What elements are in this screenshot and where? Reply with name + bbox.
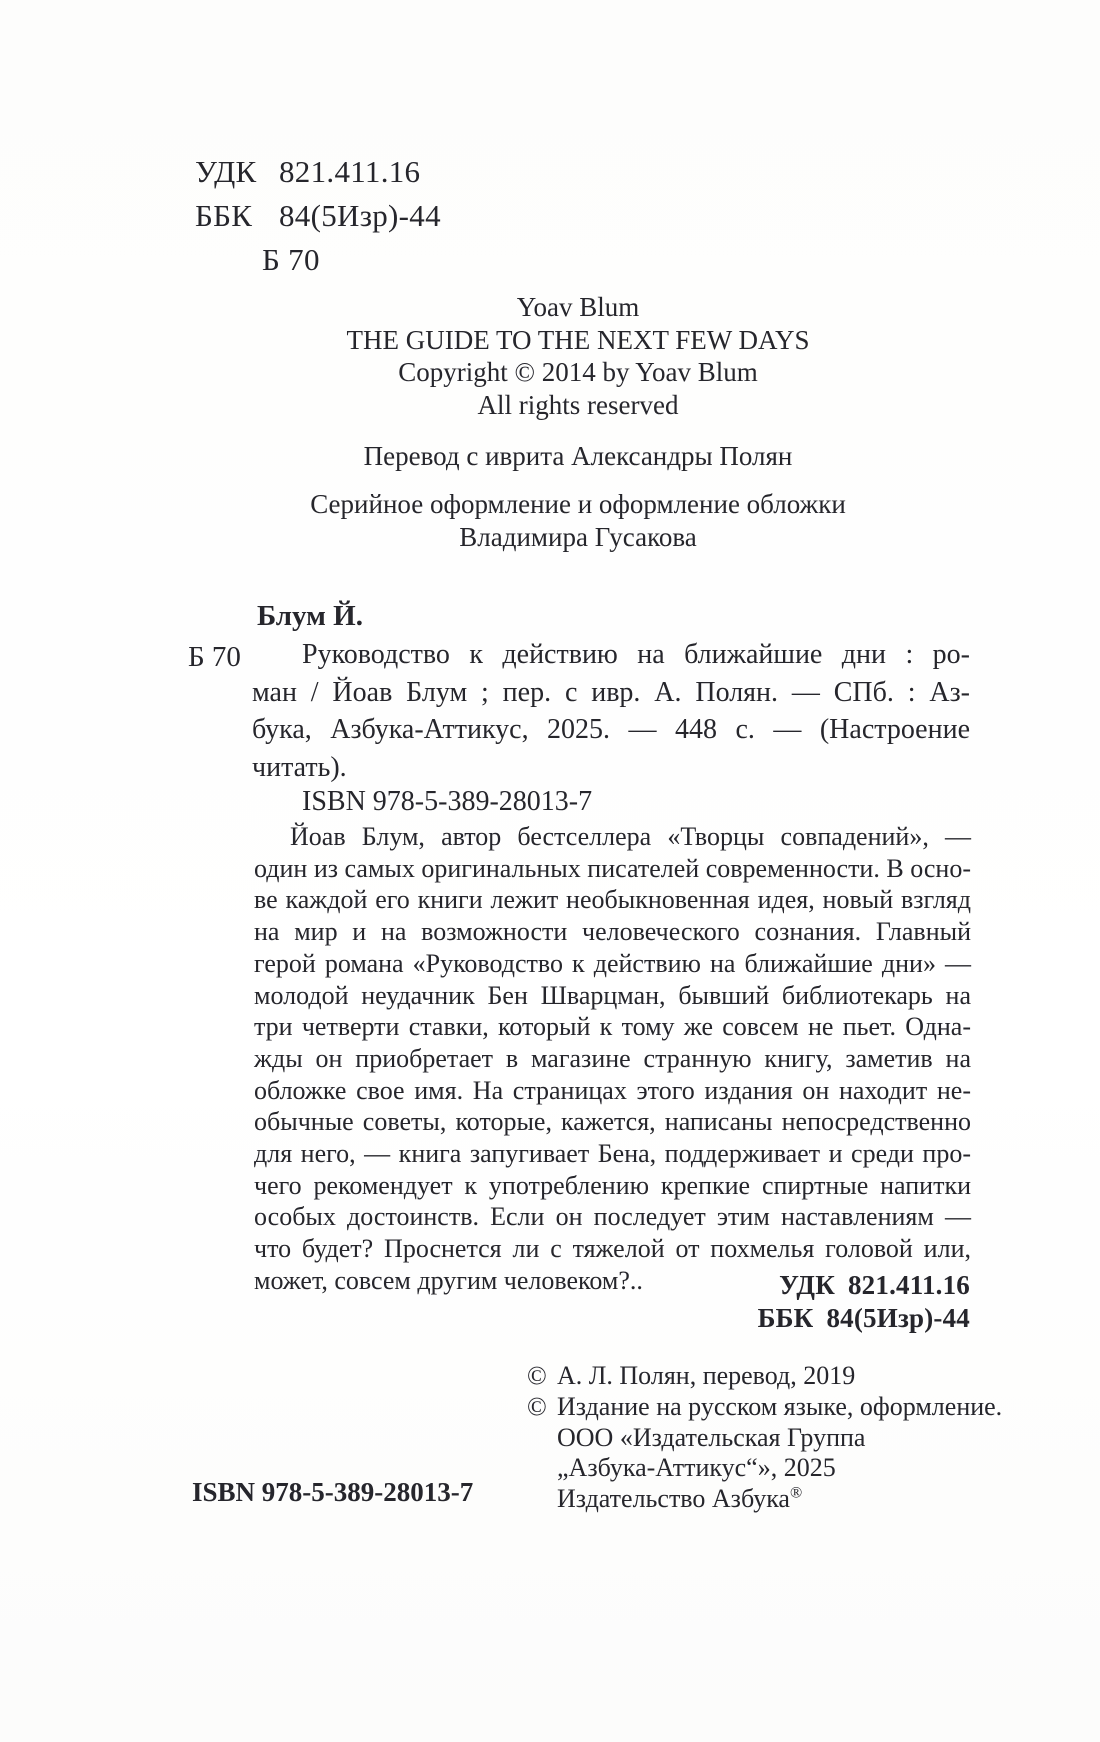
annotation-line: обложке свое имя. На страницах этого издания он находит не-: [254, 1075, 971, 1105]
annotation-line: чего рекомендует к употреблению крепкие спиртные напитки: [254, 1170, 971, 1200]
annotation-line: что будет? Проснется ли с тяжелой от похмелья головой или,: [254, 1234, 971, 1264]
publisher-name: Издательство Азбука: [557, 1484, 790, 1514]
bbk-label: ББК: [195, 198, 253, 233]
udk-bottom-row: [600, 1269, 970, 1302]
catalog-entry: [252, 636, 970, 786]
catalog-author-heading: Блум Й.: [257, 600, 363, 632]
catalog-entry-line: читать).: [252, 751, 347, 783]
bbk-bottom-label: ББК: [757, 1302, 814, 1333]
design-credit-line: Серийное оформление и оформление обложки: [310, 489, 846, 519]
designer-name: Владимира Гусакова: [459, 521, 697, 552]
copyright-notice-text: Издание на русском языке, оформление.: [557, 1391, 1003, 1421]
copyright-mark: ©: [527, 1361, 547, 1390]
catalog-entry-line: Руководство к действию на ближайшие дни : ро-: [302, 639, 970, 670]
registered-mark: ®: [789, 1484, 803, 1502]
copyright-notice-text: А. Л. Полян, перевод, 2019: [557, 1361, 856, 1390]
copyright-mark: ©: [527, 1391, 547, 1421]
annotation-line: герой романа «Руководство к действию на ближайшие дни» —: [254, 948, 971, 978]
copyright-notice-publisher: [527, 1392, 1002, 1423]
original-title: THE GUIDE TO THE NEXT FEW DAYS: [346, 324, 810, 355]
original-edition-block: [170, 291, 986, 421]
udk-bottom-value: 821.411.16: [847, 1270, 970, 1300]
annotation-line: обычные советы, которые, кажется, написаны непосредственно: [254, 1107, 971, 1137]
annotation-block: [254, 821, 971, 1297]
bottom-classification-block: [600, 1269, 970, 1334]
copyright-notice-text: „Азбука-Аттикус“», 2025: [557, 1453, 836, 1483]
publisher-line: [527, 1484, 1002, 1515]
annotation-line: жды он приобретает в магазине странную книгу, заметив на: [254, 1043, 971, 1073]
annotation-line: три четверти ставки, который к тому же совсем не пьет. Одна-: [254, 1012, 971, 1042]
annotation-line: Йоав Блум, автор бестселлера «Творцы совпадений», —: [290, 822, 971, 851]
annotation-line: один из самых оригинальных писателей современности. В осно-: [254, 853, 971, 883]
bbk-bottom-row: [600, 1302, 970, 1335]
design-credit-block: [170, 488, 986, 553]
annotation-line: особых достоинств. Если он последует этим наставлениям —: [254, 1202, 971, 1232]
catalog-entry-line: ман / Йоав Блум ; пер. с ивр. А. Полян. — СПб. : Аз-: [252, 676, 970, 708]
udk-row: [195, 150, 441, 194]
author-sign-row: [195, 238, 441, 282]
bottom-isbn: ISBN 978-5-389-28013-7: [192, 1477, 474, 1507]
annotation-line: ве каждой его книги лежит необыкновенная идея, новый взгляд: [254, 885, 971, 915]
top-classification-block: [195, 150, 441, 282]
catalog-entry-line: бука, Азбука-Аттикус, 2025. — 448 с. — (Настроение: [252, 714, 970, 746]
catalog-isbn: ISBN 978-5-389-28013-7: [302, 786, 593, 817]
original-rights-line: All rights reserved: [477, 389, 679, 420]
annotation-line: молодой неудачник Бен Шварцман, бывший библиотекарь на: [254, 980, 971, 1010]
copyright-notice-translator: [527, 1361, 1002, 1392]
original-copyright-line: Copyright © 2014 by Yoav Blum: [398, 357, 758, 388]
original-author: Yoav Blum: [516, 292, 640, 322]
udk-bottom-label: УДК: [779, 1270, 835, 1300]
translation-credit: Перевод с иврита Александры Полян: [363, 441, 793, 471]
catalog-author-sign: Б 70: [188, 641, 241, 673]
bbk-row: [195, 194, 441, 238]
annotation-line: на мир и на возможности человеческого сознания. Главный: [254, 917, 971, 947]
author-sign: Б 70: [262, 242, 320, 277]
udk-label: УДК: [195, 154, 257, 189]
bbk-value: 84(5Изр)-44: [279, 198, 441, 233]
udk-value: 821.411.16: [279, 154, 421, 189]
annotation-line: для него, — книга запугивает Бена, поддерживает и среди про-: [254, 1139, 971, 1169]
copyright-notices-block: [527, 1361, 1002, 1515]
copyright-notice-text: ООО «Издательская Группа: [557, 1422, 866, 1452]
bbk-bottom-value: 84(5Изр)-44: [826, 1302, 970, 1333]
annotation-line: может, совсем другим человеком?..: [254, 1265, 643, 1295]
